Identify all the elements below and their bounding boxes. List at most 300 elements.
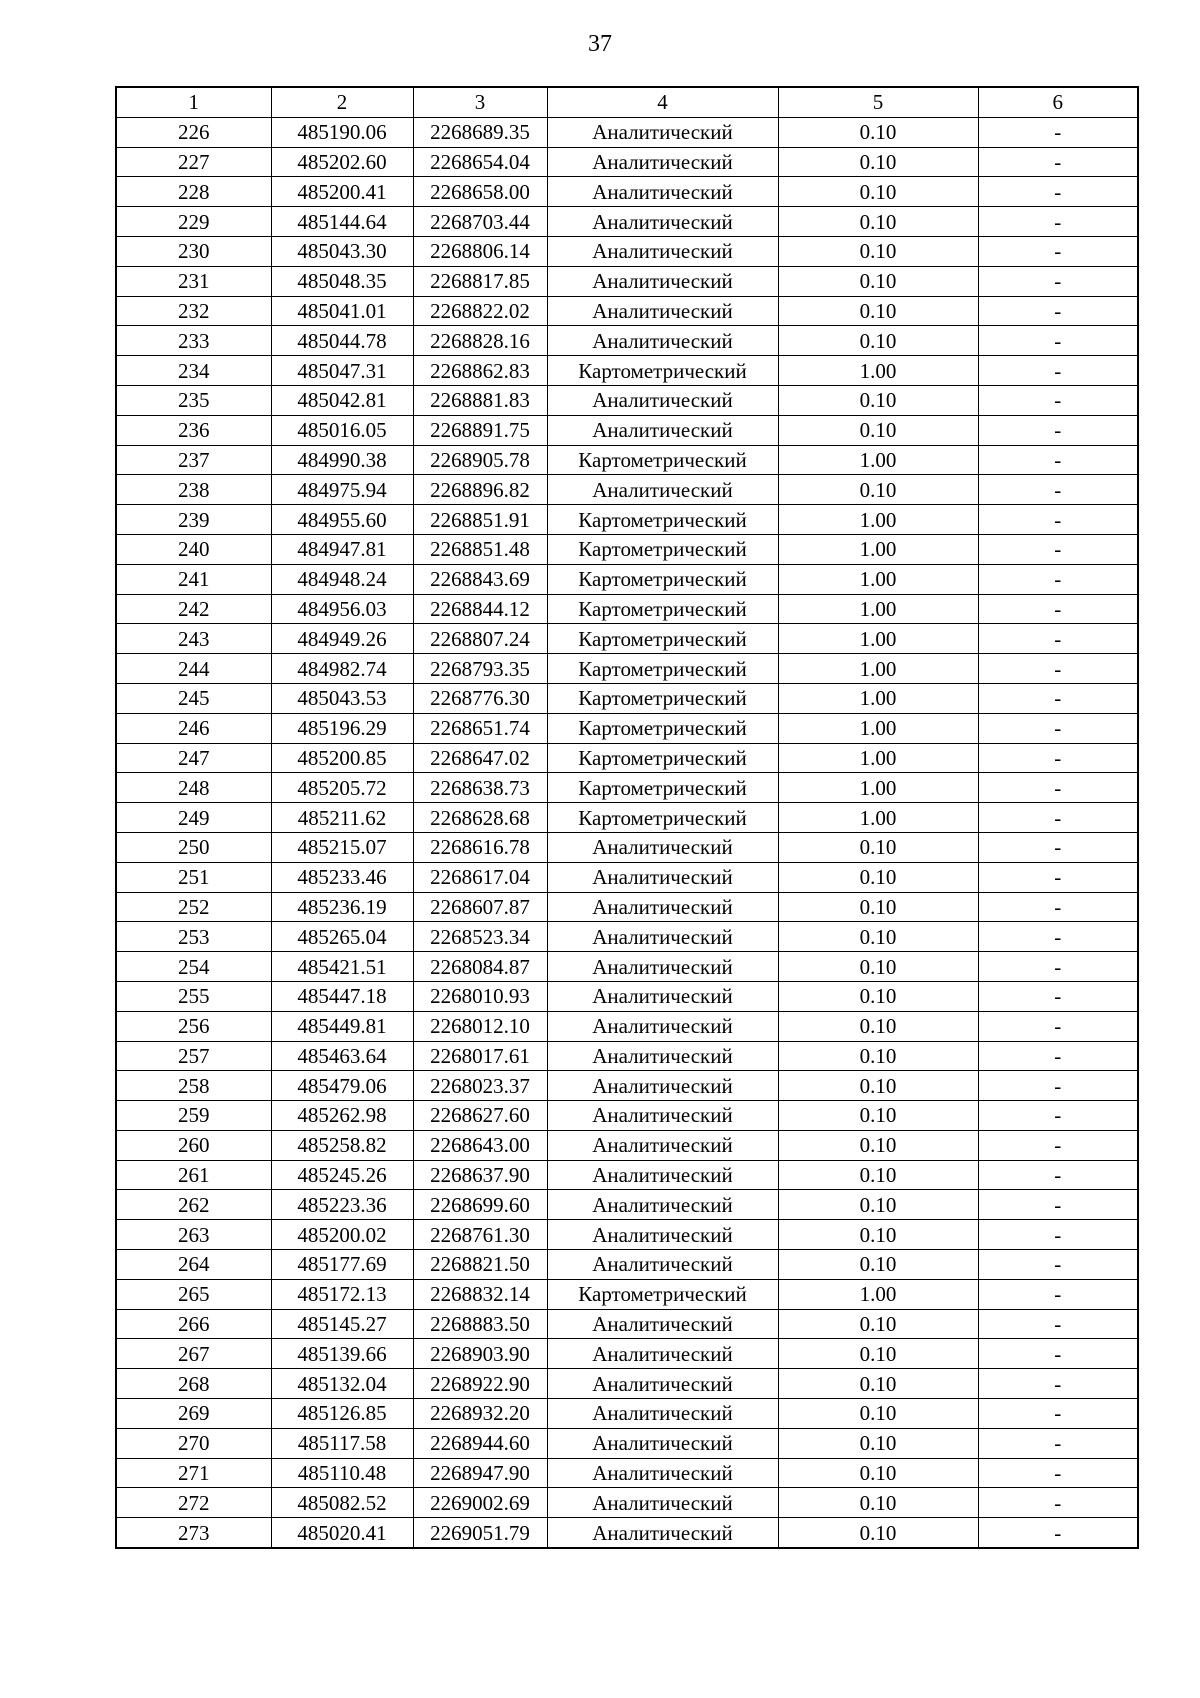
- y-coordinate-cell: 2268822.02: [413, 296, 547, 326]
- note-cell: -: [978, 1160, 1138, 1190]
- point-number-cell: 255: [116, 981, 271, 1011]
- accuracy-cell: 0.10: [778, 475, 978, 505]
- accuracy-cell: 0.10: [778, 892, 978, 922]
- method-cell: Аналитический: [547, 117, 778, 147]
- accuracy-cell: 0.10: [778, 147, 978, 177]
- method-cell: Картометрический: [547, 564, 778, 594]
- note-cell: -: [978, 862, 1138, 892]
- y-coordinate-cell: 2268862.83: [413, 356, 547, 386]
- accuracy-cell: 1.00: [778, 743, 978, 773]
- method-cell: Картометрический: [547, 713, 778, 743]
- x-coordinate-cell: 485117.58: [271, 1428, 413, 1458]
- y-coordinate-cell: 2268807.24: [413, 624, 547, 654]
- point-number-cell: 234: [116, 356, 271, 386]
- y-coordinate-cell: 2268891.75: [413, 415, 547, 445]
- method-cell: Картометрический: [547, 624, 778, 654]
- y-coordinate-cell: 2268776.30: [413, 683, 547, 713]
- y-coordinate-cell: 2268821.50: [413, 1250, 547, 1280]
- note-cell: -: [978, 832, 1138, 862]
- x-coordinate-cell: 485016.05: [271, 415, 413, 445]
- y-coordinate-cell: 2268883.50: [413, 1309, 547, 1339]
- point-number-cell: 247: [116, 743, 271, 773]
- note-cell: -: [978, 1488, 1138, 1518]
- method-cell: Аналитический: [547, 1011, 778, 1041]
- note-cell: -: [978, 266, 1138, 296]
- note-cell: -: [978, 624, 1138, 654]
- column-header-5: 5: [778, 87, 978, 117]
- table-row: [116, 207, 1138, 237]
- accuracy-cell: 0.10: [778, 236, 978, 266]
- note-cell: -: [978, 326, 1138, 356]
- accuracy-cell: 0.10: [778, 296, 978, 326]
- accuracy-cell: 1.00: [778, 773, 978, 803]
- point-number-cell: 237: [116, 445, 271, 475]
- table-row: [116, 564, 1138, 594]
- accuracy-cell: 0.10: [778, 832, 978, 862]
- note-cell: -: [978, 1458, 1138, 1488]
- table-row: [116, 177, 1138, 207]
- note-cell: -: [978, 922, 1138, 952]
- accuracy-cell: 0.10: [778, 1160, 978, 1190]
- method-cell: Картометрический: [547, 445, 778, 475]
- column-header-1: 1: [116, 87, 271, 117]
- point-number-cell: 268: [116, 1369, 271, 1399]
- table-header-row: [116, 87, 1138, 117]
- accuracy-cell: 0.10: [778, 981, 978, 1011]
- y-coordinate-cell: 2268793.35: [413, 654, 547, 684]
- y-coordinate-cell: 2268761.30: [413, 1220, 547, 1250]
- x-coordinate-cell: 485262.98: [271, 1101, 413, 1131]
- y-coordinate-cell: 2268699.60: [413, 1190, 547, 1220]
- x-coordinate-cell: 485258.82: [271, 1130, 413, 1160]
- accuracy-cell: 1.00: [778, 564, 978, 594]
- method-cell: Аналитический: [547, 475, 778, 505]
- point-number-cell: 230: [116, 236, 271, 266]
- table-row: [116, 356, 1138, 386]
- x-coordinate-cell: 484949.26: [271, 624, 413, 654]
- method-cell: Картометрический: [547, 1279, 778, 1309]
- accuracy-cell: 0.10: [778, 1518, 978, 1548]
- point-number-cell: 251: [116, 862, 271, 892]
- x-coordinate-cell: 485190.06: [271, 117, 413, 147]
- method-cell: Аналитический: [547, 296, 778, 326]
- note-cell: -: [978, 415, 1138, 445]
- x-coordinate-cell: 485139.66: [271, 1339, 413, 1369]
- note-cell: -: [978, 207, 1138, 237]
- y-coordinate-cell: 2268654.04: [413, 147, 547, 177]
- method-cell: Аналитический: [547, 1399, 778, 1429]
- accuracy-cell: 1.00: [778, 445, 978, 475]
- note-cell: -: [978, 683, 1138, 713]
- y-coordinate-cell: 2268932.20: [413, 1399, 547, 1429]
- coordinates-table: [115, 86, 1139, 1549]
- method-cell: Аналитический: [547, 1250, 778, 1280]
- method-cell: Аналитический: [547, 1041, 778, 1071]
- accuracy-cell: 0.10: [778, 1458, 978, 1488]
- table-row: [116, 922, 1138, 952]
- point-number-cell: 227: [116, 147, 271, 177]
- method-cell: Аналитический: [547, 207, 778, 237]
- method-cell: Картометрический: [547, 683, 778, 713]
- table-row: [116, 1279, 1138, 1309]
- y-coordinate-cell: 2268638.73: [413, 773, 547, 803]
- table-row: [116, 1041, 1138, 1071]
- accuracy-cell: 0.10: [778, 1399, 978, 1429]
- point-number-cell: 253: [116, 922, 271, 952]
- accuracy-cell: 1.00: [778, 713, 978, 743]
- point-number-cell: 229: [116, 207, 271, 237]
- point-number-cell: 243: [116, 624, 271, 654]
- x-coordinate-cell: 485042.81: [271, 385, 413, 415]
- table-row: [116, 236, 1138, 266]
- method-cell: Аналитический: [547, 862, 778, 892]
- method-cell: Аналитический: [547, 1518, 778, 1548]
- table-row: [116, 892, 1138, 922]
- accuracy-cell: 0.10: [778, 1428, 978, 1458]
- column-header-3: 3: [413, 87, 547, 117]
- x-coordinate-cell: 485048.35: [271, 266, 413, 296]
- table-row: [116, 952, 1138, 982]
- table-row: [116, 1011, 1138, 1041]
- x-coordinate-cell: 485144.64: [271, 207, 413, 237]
- table-row: [116, 624, 1138, 654]
- note-cell: -: [978, 1041, 1138, 1071]
- y-coordinate-cell: 2268922.90: [413, 1369, 547, 1399]
- y-coordinate-cell: 2268817.85: [413, 266, 547, 296]
- point-number-cell: 266: [116, 1309, 271, 1339]
- accuracy-cell: 1.00: [778, 654, 978, 684]
- point-number-cell: 233: [116, 326, 271, 356]
- y-coordinate-cell: 2268651.74: [413, 713, 547, 743]
- table-row: [116, 1428, 1138, 1458]
- y-coordinate-cell: 2268844.12: [413, 594, 547, 624]
- column-header-4: 4: [547, 87, 778, 117]
- note-cell: -: [978, 1071, 1138, 1101]
- method-cell: Аналитический: [547, 892, 778, 922]
- y-coordinate-cell: 2268905.78: [413, 445, 547, 475]
- note-cell: -: [978, 1518, 1138, 1548]
- accuracy-cell: 0.10: [778, 862, 978, 892]
- x-coordinate-cell: 484982.74: [271, 654, 413, 684]
- table-row: [116, 1101, 1138, 1131]
- y-coordinate-cell: 2268084.87: [413, 952, 547, 982]
- note-cell: -: [978, 117, 1138, 147]
- x-coordinate-cell: 484975.94: [271, 475, 413, 505]
- y-coordinate-cell: 2268017.61: [413, 1041, 547, 1071]
- note-cell: -: [978, 1130, 1138, 1160]
- point-number-cell: 246: [116, 713, 271, 743]
- table-row: [116, 266, 1138, 296]
- point-number-cell: 256: [116, 1011, 271, 1041]
- table-row: [116, 415, 1138, 445]
- method-cell: Аналитический: [547, 1458, 778, 1488]
- accuracy-cell: 0.10: [778, 952, 978, 982]
- y-coordinate-cell: 2268010.93: [413, 981, 547, 1011]
- x-coordinate-cell: 485020.41: [271, 1518, 413, 1548]
- table-row: [116, 147, 1138, 177]
- column-header-2: 2: [271, 87, 413, 117]
- note-cell: -: [978, 1339, 1138, 1369]
- y-coordinate-cell: 2268523.34: [413, 922, 547, 952]
- table-row: [116, 594, 1138, 624]
- y-coordinate-cell: 2268023.37: [413, 1071, 547, 1101]
- note-cell: -: [978, 1011, 1138, 1041]
- table-row: [116, 1309, 1138, 1339]
- note-cell: -: [978, 296, 1138, 326]
- x-coordinate-cell: 485177.69: [271, 1250, 413, 1280]
- point-number-cell: 231: [116, 266, 271, 296]
- note-cell: -: [978, 803, 1138, 833]
- x-coordinate-cell: 485202.60: [271, 147, 413, 177]
- table-row: [116, 1458, 1138, 1488]
- note-cell: -: [978, 445, 1138, 475]
- x-coordinate-cell: 485132.04: [271, 1369, 413, 1399]
- point-number-cell: 254: [116, 952, 271, 982]
- accuracy-cell: 0.10: [778, 415, 978, 445]
- method-cell: Аналитический: [547, 1428, 778, 1458]
- table-row: [116, 534, 1138, 564]
- y-coordinate-cell: 2268703.44: [413, 207, 547, 237]
- table-row: [116, 475, 1138, 505]
- method-cell: Аналитический: [547, 1190, 778, 1220]
- y-coordinate-cell: 2268903.90: [413, 1339, 547, 1369]
- x-coordinate-cell: 485449.81: [271, 1011, 413, 1041]
- method-cell: Аналитический: [547, 236, 778, 266]
- y-coordinate-cell: 2268851.91: [413, 505, 547, 535]
- accuracy-cell: 0.10: [778, 1041, 978, 1071]
- method-cell: Аналитический: [547, 981, 778, 1011]
- x-coordinate-cell: 485145.27: [271, 1309, 413, 1339]
- method-cell: Картометрический: [547, 534, 778, 564]
- note-cell: -: [978, 1101, 1138, 1131]
- method-cell: Аналитический: [547, 266, 778, 296]
- table-row: [116, 385, 1138, 415]
- accuracy-cell: 0.10: [778, 385, 978, 415]
- x-coordinate-cell: 484956.03: [271, 594, 413, 624]
- y-coordinate-cell: 2268658.00: [413, 177, 547, 207]
- x-coordinate-cell: 485196.29: [271, 713, 413, 743]
- accuracy-cell: 0.10: [778, 1190, 978, 1220]
- method-cell: Аналитический: [547, 415, 778, 445]
- point-number-cell: 241: [116, 564, 271, 594]
- method-cell: Аналитический: [547, 1071, 778, 1101]
- table-row: [116, 445, 1138, 475]
- x-coordinate-cell: 485421.51: [271, 952, 413, 982]
- accuracy-cell: 1.00: [778, 1279, 978, 1309]
- accuracy-cell: 0.10: [778, 207, 978, 237]
- accuracy-cell: 1.00: [778, 505, 978, 535]
- note-cell: -: [978, 1369, 1138, 1399]
- y-coordinate-cell: 2268607.87: [413, 892, 547, 922]
- point-number-cell: 265: [116, 1279, 271, 1309]
- point-number-cell: 273: [116, 1518, 271, 1548]
- point-number-cell: 248: [116, 773, 271, 803]
- table-row: [116, 296, 1138, 326]
- table-row: [116, 773, 1138, 803]
- note-cell: -: [978, 713, 1138, 743]
- method-cell: Картометрический: [547, 505, 778, 535]
- note-cell: -: [978, 1250, 1138, 1280]
- method-cell: Картометрический: [547, 803, 778, 833]
- table-row: [116, 326, 1138, 356]
- y-coordinate-cell: 2268627.60: [413, 1101, 547, 1131]
- page-number: 37: [588, 31, 612, 57]
- y-coordinate-cell: 2268647.02: [413, 743, 547, 773]
- accuracy-cell: 1.00: [778, 594, 978, 624]
- accuracy-cell: 0.10: [778, 1220, 978, 1250]
- x-coordinate-cell: 484955.60: [271, 505, 413, 535]
- x-coordinate-cell: 485172.13: [271, 1279, 413, 1309]
- method-cell: Картометрический: [547, 773, 778, 803]
- x-coordinate-cell: 485463.64: [271, 1041, 413, 1071]
- point-number-cell: 245: [116, 683, 271, 713]
- point-number-cell: 226: [116, 117, 271, 147]
- accuracy-cell: 0.10: [778, 1130, 978, 1160]
- y-coordinate-cell: 2268689.35: [413, 117, 547, 147]
- table-row: [116, 1160, 1138, 1190]
- table-row: [116, 743, 1138, 773]
- note-cell: -: [978, 475, 1138, 505]
- x-coordinate-cell: 485233.46: [271, 862, 413, 892]
- table-row: [116, 683, 1138, 713]
- point-number-cell: 267: [116, 1339, 271, 1369]
- accuracy-cell: 0.10: [778, 1488, 978, 1518]
- y-coordinate-cell: 2268628.68: [413, 803, 547, 833]
- y-coordinate-cell: 2268637.90: [413, 1160, 547, 1190]
- note-cell: -: [978, 743, 1138, 773]
- point-number-cell: 239: [116, 505, 271, 535]
- x-coordinate-cell: 485205.72: [271, 773, 413, 803]
- accuracy-cell: 0.10: [778, 1369, 978, 1399]
- note-cell: -: [978, 534, 1138, 564]
- table-body: [116, 117, 1138, 1548]
- method-cell: Картометрический: [547, 356, 778, 386]
- table-row: [116, 1369, 1138, 1399]
- method-cell: Картометрический: [547, 654, 778, 684]
- y-coordinate-cell: 2268881.83: [413, 385, 547, 415]
- accuracy-cell: 1.00: [778, 683, 978, 713]
- note-cell: -: [978, 1190, 1138, 1220]
- x-coordinate-cell: 485200.85: [271, 743, 413, 773]
- y-coordinate-cell: 2268616.78: [413, 832, 547, 862]
- x-coordinate-cell: 485200.41: [271, 177, 413, 207]
- note-cell: -: [978, 1428, 1138, 1458]
- point-number-cell: 252: [116, 892, 271, 922]
- x-coordinate-cell: 485126.85: [271, 1399, 413, 1429]
- note-cell: -: [978, 1279, 1138, 1309]
- point-number-cell: 257: [116, 1041, 271, 1071]
- x-coordinate-cell: 485110.48: [271, 1458, 413, 1488]
- point-number-cell: 238: [116, 475, 271, 505]
- table-row: [116, 981, 1138, 1011]
- x-coordinate-cell: 485447.18: [271, 981, 413, 1011]
- accuracy-cell: 0.10: [778, 922, 978, 952]
- accuracy-cell: 0.10: [778, 266, 978, 296]
- method-cell: Аналитический: [547, 1160, 778, 1190]
- y-coordinate-cell: 2269051.79: [413, 1518, 547, 1548]
- table-row: [116, 1130, 1138, 1160]
- table-row: [116, 1488, 1138, 1518]
- table-row: [116, 862, 1138, 892]
- note-cell: -: [978, 892, 1138, 922]
- x-coordinate-cell: 485200.02: [271, 1220, 413, 1250]
- method-cell: Картометрический: [547, 594, 778, 624]
- x-coordinate-cell: 485047.31: [271, 356, 413, 386]
- accuracy-cell: 1.00: [778, 534, 978, 564]
- y-coordinate-cell: 2268944.60: [413, 1428, 547, 1458]
- x-coordinate-cell: 485043.30: [271, 236, 413, 266]
- point-number-cell: 262: [116, 1190, 271, 1220]
- y-coordinate-cell: 2268896.82: [413, 475, 547, 505]
- point-number-cell: 240: [116, 534, 271, 564]
- point-number-cell: 244: [116, 654, 271, 684]
- point-number-cell: 242: [116, 594, 271, 624]
- x-coordinate-cell: 485223.36: [271, 1190, 413, 1220]
- note-cell: -: [978, 1399, 1138, 1429]
- point-number-cell: 258: [116, 1071, 271, 1101]
- table-row: [116, 1220, 1138, 1250]
- point-number-cell: 250: [116, 832, 271, 862]
- table-row: [116, 505, 1138, 535]
- note-cell: -: [978, 594, 1138, 624]
- method-cell: Аналитический: [547, 952, 778, 982]
- note-cell: -: [978, 177, 1138, 207]
- note-cell: -: [978, 236, 1138, 266]
- point-number-cell: 260: [116, 1130, 271, 1160]
- table-row: [116, 654, 1138, 684]
- x-coordinate-cell: 484990.38: [271, 445, 413, 475]
- x-coordinate-cell: 485215.07: [271, 832, 413, 862]
- table-row: [116, 1518, 1138, 1548]
- point-number-cell: 264: [116, 1250, 271, 1280]
- note-cell: -: [978, 654, 1138, 684]
- y-coordinate-cell: 2268832.14: [413, 1279, 547, 1309]
- method-cell: Аналитический: [547, 326, 778, 356]
- accuracy-cell: 0.10: [778, 1339, 978, 1369]
- table-row: [116, 713, 1138, 743]
- y-coordinate-cell: 2268643.00: [413, 1130, 547, 1160]
- accuracy-cell: 1.00: [778, 624, 978, 654]
- point-number-cell: 249: [116, 803, 271, 833]
- method-cell: Аналитический: [547, 385, 778, 415]
- point-number-cell: 263: [116, 1220, 271, 1250]
- column-header-6: 6: [978, 87, 1138, 117]
- method-cell: Аналитический: [547, 922, 778, 952]
- y-coordinate-cell: 2268843.69: [413, 564, 547, 594]
- accuracy-cell: 1.00: [778, 356, 978, 386]
- method-cell: Аналитический: [547, 1309, 778, 1339]
- x-coordinate-cell: 485211.62: [271, 803, 413, 833]
- method-cell: Аналитический: [547, 147, 778, 177]
- accuracy-cell: 0.10: [778, 117, 978, 147]
- method-cell: Аналитический: [547, 1220, 778, 1250]
- table-row: [116, 1190, 1138, 1220]
- accuracy-cell: 0.10: [778, 1011, 978, 1041]
- table-row: [116, 1071, 1138, 1101]
- x-coordinate-cell: 484947.81: [271, 534, 413, 564]
- y-coordinate-cell: 2268947.90: [413, 1458, 547, 1488]
- note-cell: -: [978, 505, 1138, 535]
- x-coordinate-cell: 485236.19: [271, 892, 413, 922]
- point-number-cell: 272: [116, 1488, 271, 1518]
- accuracy-cell: 0.10: [778, 326, 978, 356]
- y-coordinate-cell: 2268806.14: [413, 236, 547, 266]
- method-cell: Аналитический: [547, 1369, 778, 1399]
- table-row: [116, 117, 1138, 147]
- accuracy-cell: 0.10: [778, 1101, 978, 1131]
- point-number-cell: 236: [116, 415, 271, 445]
- y-coordinate-cell: 2268851.48: [413, 534, 547, 564]
